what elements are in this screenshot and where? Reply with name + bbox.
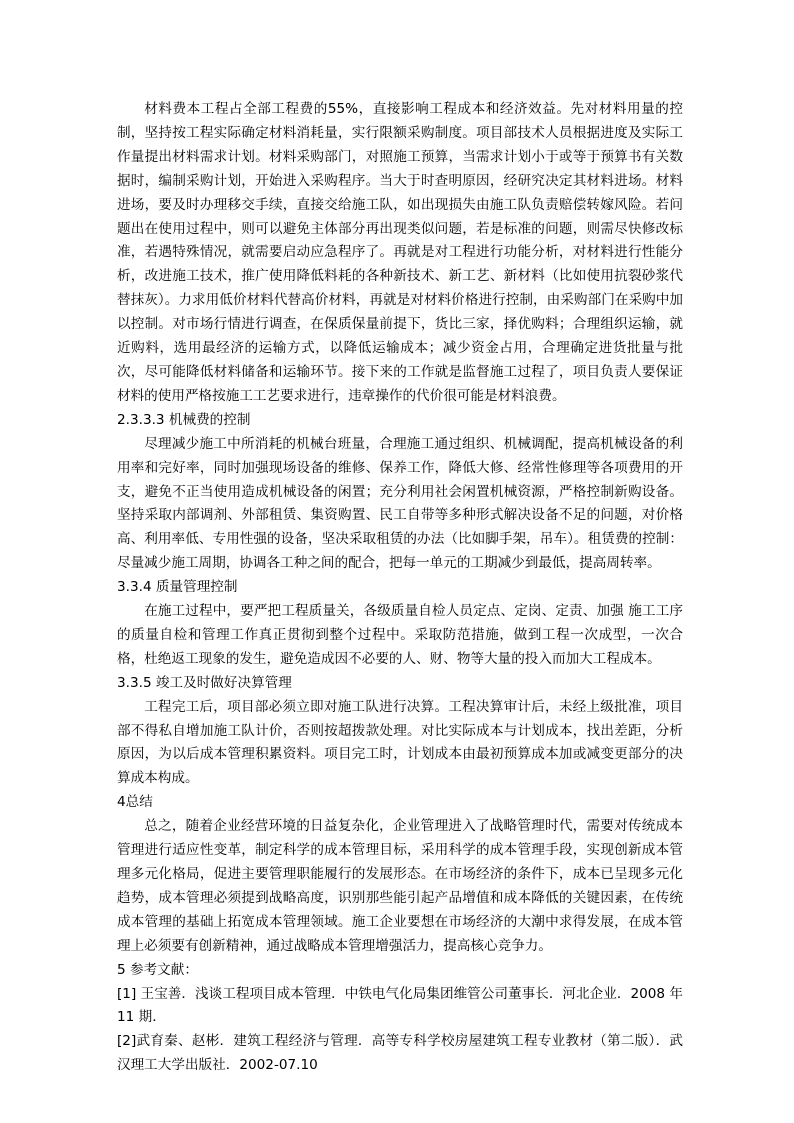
quality-heading: 3.3.4 质量管理控制: [117, 579, 238, 596]
summary-heading: 4总结: [117, 794, 153, 811]
reference-item-2: [2]武育秦、赵彬．建筑工程经济与管理．高等专科学校房屋建筑工程专业教材（第二版）．武汉理工大学出版社．2002-07.10: [117, 1033, 683, 1074]
settlement-paragraph: 工程完工后，项目部必须立即对施工队进行决算。工程决算审计后，未经上级批准，项目部不得私自增加施工队计价，否则按超拨款处理。对比实际成本与计划成本，找出差距，分析原因，为以后成本管理积累资料。项目完工时，计划成本由最初预算成本加或减变更部分的决算成本构成。: [117, 698, 683, 787]
settlement-heading: 3.3.5 竣工及时做好决算管理: [117, 674, 292, 691]
summary-paragraph: 总之，随着企业经营环境的日益复杂化，企业管理进入了战略管理时代，需要对传统成本管理进行适应性变革，制定科学的成本管理目标，采用科学的成本管理手段，实现创新成本管理多元化格局，促进主要管理职能履行的发展形态。在市场经济的条件下，成本已呈现多元化趋势，成本管理必须提到战略高度，识别那些能引起产品增值和成本降低的关键因素，在传统成本管理的基础上拓宽成本管理领域。施工企业要想在市场经济的大潮中求得发展，在成本管理上必须要有创新精神，通过战略成本管理增强活力，提高核心竞争力。: [117, 818, 683, 954]
machinery-heading: 2.3.3.3 机械费的控制: [117, 411, 251, 428]
document-page: [117, 98, 683, 1078]
reference-item-1: [1] 王宝善．浅谈工程项目成本管理．中铁电气化局集团维管公司董事长．河北企业．2008 年 11 期．: [117, 985, 683, 1026]
references-heading: 5 参考文献：: [117, 961, 198, 978]
materials-paragraph: 材料费本工程占全部工程费的55%，直接影响工程成本和经济效益。先对材料用量的控制，坚持按工程实际确定材料消耗量，实行限额采购制度。项目部技术人员根据进度及实际工作量提出材料需求计划。材料采购部门，对照施工预算，当需求计划小于或等于预算书有关数据时，编制采购计划，开始进入采购程序。当大于时查明原因，经研究决定其材料进场。材料进场，要及时办理移交手续，直接交给施工队，如出现损失由施工队负责赔偿转嫁风险。若问题出在使用过程中，则可以避免主体部分再出现类似问题，若是标准的问题，则需尽快修改标准，若遇特殊情况，就需要启动应急程序了。再就是对工程进行功能分析，对材料进行性能分析，改进施工技术，推广使用降低料耗的各种新技术、新工艺、新材料（比如使用抗裂砂浆代替抹灰）。力求用低价材料代替高价材料，再就是对材料价格进行控制，由采购部门在采购中加以控制。对市场行情进行调查，在保质保量前提下，货比三家，择优购料；合理组织运输，就近购料，选用最经济的运输方式，以降低运输成本；减少资金占用，合理确定进货批量与批次，尽可能降低材料储备和运输环节。接下来的工作就是监督施工过程了，项目负责人要保证材料的使用严格按施工工艺要求进行，违章操作的代价很可能是材料浪费。: [117, 101, 683, 404]
machinery-paragraph: 尽理减少施工中所消耗的机械台班量，合理施工通过组织、机械调配，提高机械设备的利用率和完好率，同时加强现场设备的维修、保养工作，降低大修、经常性修理等各项费用的开支，避免不正当使用造成机械设备的闲置；充分利用社会闲置机械资源，严格控制新购设备。坚持采取内部调剂、外部租赁、集资购置、民工自带等多种形式解决设备不足的问题，对价格高、利用率低、专用性强的设备，坚决采取租赁的办法（比如脚手架，吊车）。租赁费的控制：尽量减少施工周期，协调各工种之间的配合，把每一单元的工期减少到最低，提高周转率。: [117, 435, 683, 572]
quality-paragraph: 在施工过程中，要严把工程质量关，各级质量自检人员定点、定岗、定责、加强 施工工序的质量自检和管理工作真正贯彻到整个过程中。采取防范措施，做到工程一次成型，一次合格，杜绝返工现象的发生，避免造成因不必要的人、财、物等大量的投入而加大工程成本。: [117, 603, 683, 667]
